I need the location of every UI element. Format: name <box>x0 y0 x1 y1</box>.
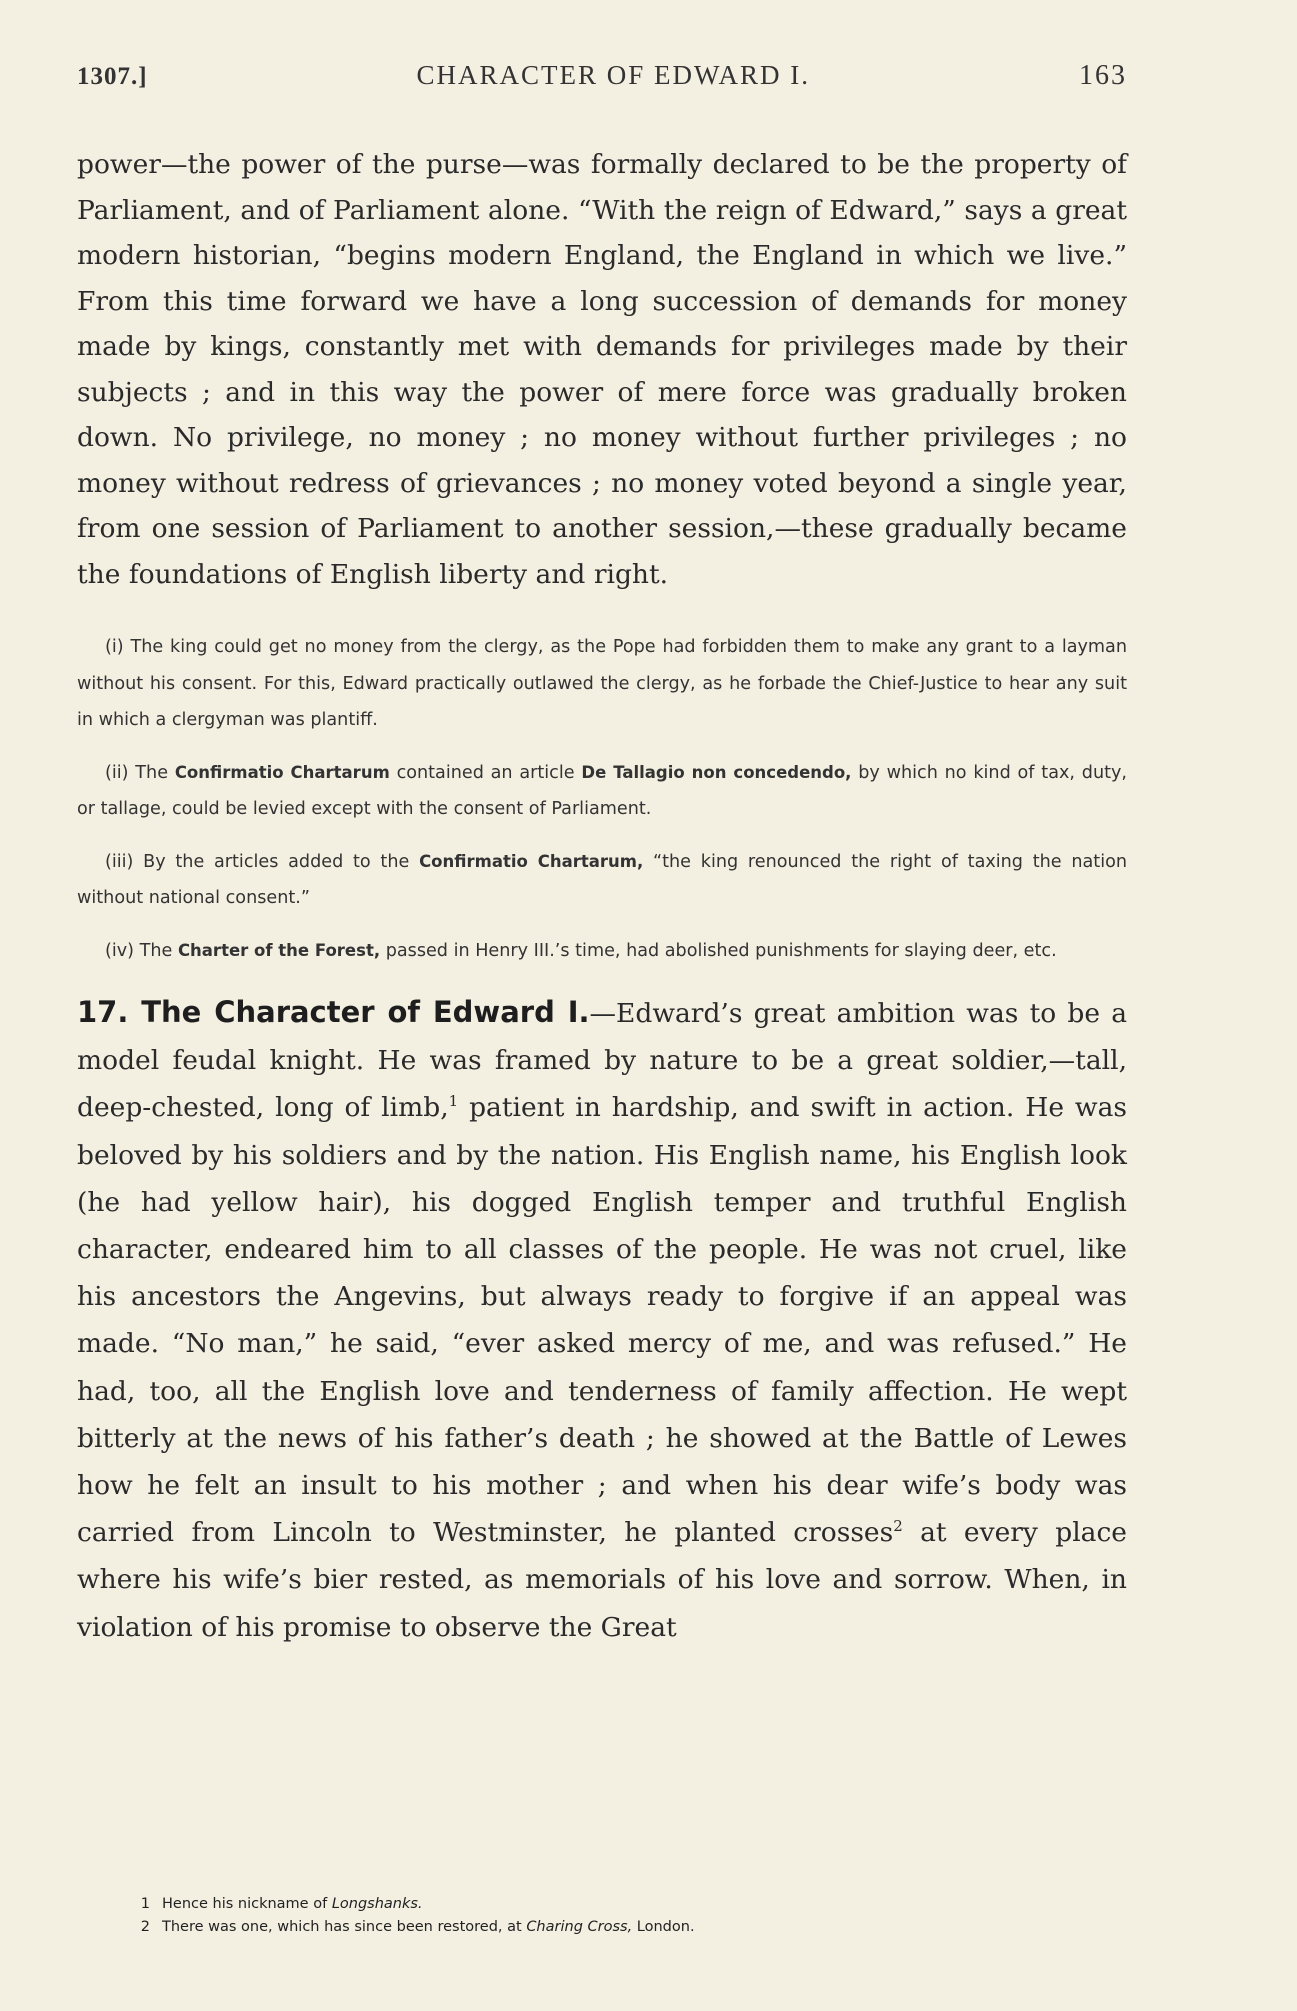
footnote-2-tail: London. <box>636 1919 695 1935</box>
footnote-2 <box>138 1916 695 1939</box>
header-title: CHARACTER OF EDWARD I. <box>416 60 811 90</box>
footnote-2-body: There was one, which has since been restored, at <box>162 1919 522 1935</box>
note-3-b: Confirmatio Chartarum, <box>419 851 644 871</box>
footnote-1 <box>138 1893 695 1916</box>
section-17 <box>77 989 1127 1651</box>
footnote-2-italic: Charing Cross, <box>526 1919 633 1935</box>
note-2-b: Confirmatio Chartarum <box>174 762 390 782</box>
header-year: 1307.] <box>77 63 148 90</box>
note-1: (i) The king could get no money from the clergy, as the Pope had forbidden them to make any grant to a layman without his consent. For this, Edward practically outlawed the clergy, as he forbade the Chief-Justice to hear any suit in which a clergyman was plantiff. <box>77 637 1127 730</box>
footnotes <box>138 1893 695 1939</box>
note-3 <box>77 844 1127 917</box>
note-3-a: (iii) By the articles added to the <box>105 851 410 872</box>
footnote-1-number: 1 <box>140 1896 150 1912</box>
running-header <box>77 60 1127 100</box>
note-2-e: by which no kind of tax, duty, or tallage, could be levied except with the consent of Parliament. <box>77 762 1127 819</box>
section-text-3: at every place where his wife’s bier rested, as memorials of his love and sorrow. When, in violation of his promise to observe the Great <box>77 1517 1127 1643</box>
note-2-a: (ii) The <box>105 762 169 783</box>
note-4-b: Charter of the Forest, <box>177 940 381 960</box>
note-3-c: “the king renounced the right of taxing the nation without national consent.” <box>77 851 1127 908</box>
section-heading: 17. The Character of Edward I. <box>77 995 590 1029</box>
page-number: 163 <box>1079 60 1127 91</box>
note-2-c: contained an article <box>396 762 575 783</box>
footnote-ref-1: 1 <box>448 1092 459 1111</box>
section-text-2: patient in hardship, and swift in action. He was beloved by his soldiers and by the nation. His English name, his English look (he had yellow hair), his dogged English temper and truthful English character, endeared him to all classes of the people. He was not cruel, like his ancestors the Angevins, but always ready to forgive if an appeal was made. “No man,” he said, “ever asked mercy of me, and was refused.” He had, too, all the English love and tenderness of family affection. He wept bitterly at the news of his father’s death ; he showed at the Battle of Lewes how he felt an insult to his mother ; and when his dear wife’s body was carried from Lincoln to Westminster, he planted crosses <box>77 1092 1127 1549</box>
intro-paragraph: power—the power of the purse—was formally declared to be the property of Parliament, and of Parliament alone. “With the reign of Edward,” says a great modern historian, “begins modern England, the England in which we live.” From this time forward we have a long succession of demands for money made by kings, constantly met with demands for privileges made by their subjects ; and in this way the power of mere force was gradually broken down. No privilege, no money ; no money without further privileges ; no money without redress of grievances ; no money voted beyond a single year, from one session of Parliament to another session,—these gradually became the foundations of English liberty and right. <box>77 149 1127 590</box>
footnote-1-text <box>162 1893 423 1916</box>
footnote-1-body: Hence his nickname of <box>162 1896 328 1912</box>
footnote-ref-2: 2 <box>893 1517 903 1536</box>
notes-list <box>77 629 1127 969</box>
footnote-1-italic: Longshanks. <box>331 1896 423 1912</box>
note-2 <box>77 755 1127 828</box>
book-page <box>77 60 1127 1651</box>
note-2-d: De Tallagio non concedendo, <box>581 762 852 782</box>
note-4-c: passed in Henry III.’s time, had abolished punishments for slaying deer, etc. <box>385 940 1057 961</box>
note-4 <box>77 933 1127 970</box>
footnote-2-number: 2 <box>140 1919 150 1935</box>
section-text-1: —Edward’s great ambition was to be a model feudal knight. He was framed by nature to be a great soldier,—tall, deep-chested, long of limb, <box>77 998 1127 1124</box>
note-4-a: (iv) The <box>105 940 173 961</box>
footnote-2-text <box>162 1916 695 1939</box>
